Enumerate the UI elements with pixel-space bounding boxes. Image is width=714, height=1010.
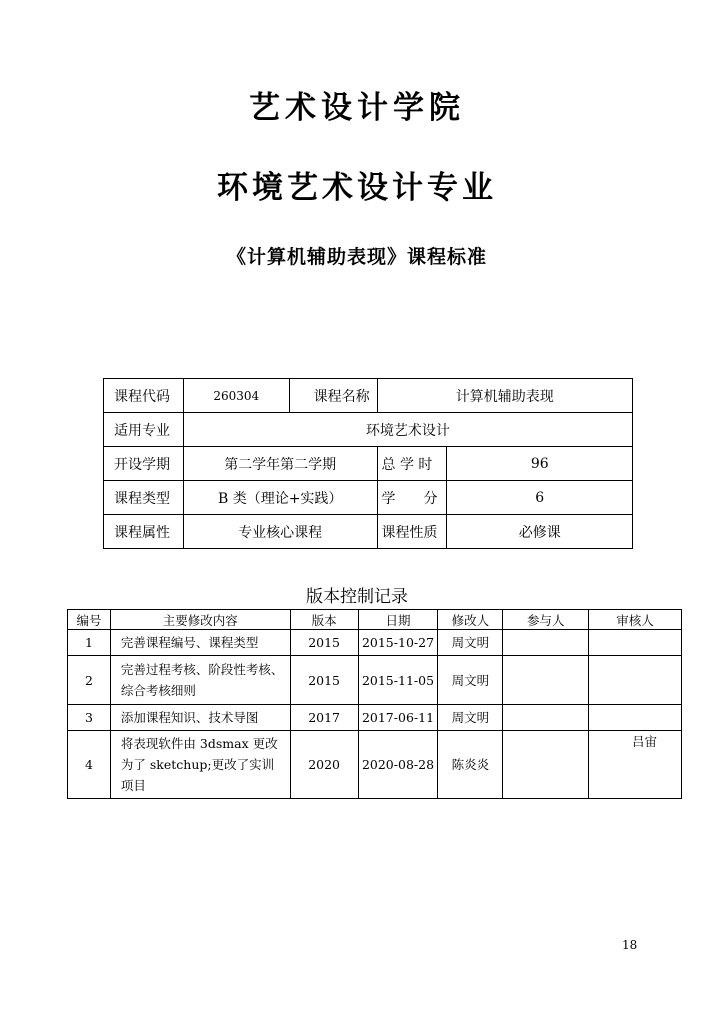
course-code-value: 260304 [183,379,289,413]
table-row [104,447,633,481]
row-number: 2 [68,656,111,705]
row-modifier: 周文明 [438,630,503,656]
course-standard-title: 《计算机辅助表现》课程标准 [226,246,487,268]
column-header: 参与人 [503,610,589,630]
nature-value: 必修课 [447,515,633,549]
column-header: 修改人 [438,610,503,630]
row-content: 完善课程编号、课程类型 [110,630,290,656]
row-number: 4 [68,731,111,799]
row-number: 3 [68,705,111,731]
attr-label: 课程属性 [104,515,184,549]
hours-value: 96 [447,447,633,481]
credits-value: 6 [447,481,633,515]
row-version: 2015 [290,630,358,656]
row-modifier: 周文明 [438,705,503,731]
row-reviewer: 吕宙 [589,731,682,799]
table-row [104,413,633,447]
term-value: 第二学年第二学期 [183,447,377,481]
row-number: 1 [68,630,111,656]
table-header-row [68,610,682,630]
course-name-value: 计算机辅助表现 [377,379,632,413]
course-info-table [103,378,633,549]
row-content: 完善过程考核、阶段性考核、综合考核细则 [110,656,290,705]
row-participant [503,705,589,731]
version-control-table [67,609,682,799]
row-modifier: 陈炎炎 [438,731,503,799]
column-header: 审核人 [589,610,682,630]
term-label: 开设学期 [104,447,184,481]
row-version: 2015 [290,656,358,705]
row-reviewer [589,630,682,656]
table-row [68,656,682,705]
major-title: 环境艺术设计专业 [217,170,497,206]
table-row [68,705,682,731]
page-number: 18 [622,938,638,952]
nature-label: 课程性质 [377,515,447,549]
attr-value: 专业核心课程 [183,515,377,549]
college-title: 艺术设计学院 [249,90,465,126]
row-date: 2020-08-28 [358,731,438,799]
table-row [104,515,633,549]
column-header: 日期 [358,610,438,630]
row-reviewer [589,656,682,705]
row-version: 2020 [290,731,358,799]
version-control-title: 版本控制记录 [306,587,408,607]
row-modifier: 周文明 [438,656,503,705]
row-reviewer [589,705,682,731]
credits-label: 学 分 [377,481,447,515]
row-participant [503,731,589,799]
column-header: 编号 [68,610,111,630]
row-content: 将表现软件由 3dsmax 更改为了 sketchup;更改了实训项目 [110,731,290,799]
table-row [104,481,633,515]
table-row [104,379,633,413]
major-label: 适用专业 [104,413,184,447]
column-header: 主要修改内容 [110,610,290,630]
type-value: B 类（理论+实践） [183,481,377,515]
row-version: 2017 [290,705,358,731]
major-value: 环境艺术设计 [183,413,632,447]
hours-label: 总 学 时 [377,447,447,481]
row-participant [503,656,589,705]
row-date: 2017-06-11 [358,705,438,731]
row-date: 2015-11-05 [358,656,438,705]
type-label: 课程类型 [104,481,184,515]
row-participant [503,630,589,656]
column-header: 版本 [290,610,358,630]
row-date: 2015-10-27 [358,630,438,656]
row-content: 添加课程知识、技术导图 [110,705,290,731]
course-code-label: 课程代码 [104,379,184,413]
table-row [68,731,682,799]
course-name-label: 课程名称 [289,379,377,413]
table-row [68,630,682,656]
